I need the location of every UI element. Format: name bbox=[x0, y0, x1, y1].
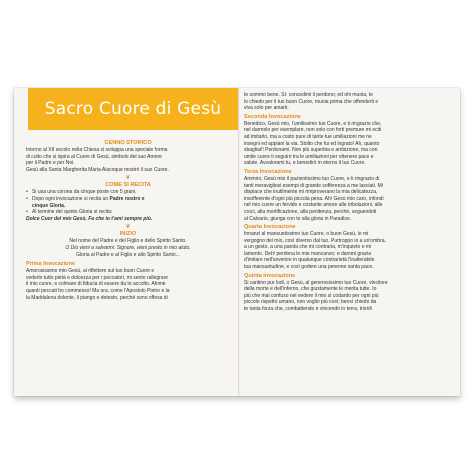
quarta-line: Innanzi al mansuetissimo tuo Cuore, o buon Gesù, io mi bbox=[244, 231, 369, 238]
prima-line: la Maddalena dolente, li piango e detesto, perché sono offesa di bbox=[26, 294, 168, 301]
seconda-line: salute. Avvalorami tu, e benedirò in eterno il tuo Cuore. bbox=[244, 160, 366, 167]
prima-line: quanti peccati ho commesso! Ma ora, come l'Apostolo Pietro e la bbox=[26, 287, 170, 294]
seconda-line: insegni ed appiani la via. Stolto che fui ed ingrato! Ah, quanto bbox=[244, 140, 380, 147]
seconda-line: sbagliai!! Perdonami. Non più superbia e ambizione, ma con bbox=[244, 147, 378, 154]
quarta-line: vergogno del mio, così diverso dal tuo. Purtroppo io a un'ombra, bbox=[244, 237, 386, 244]
quarta-line: lamento. Deh! perdona le mie mancanze; e dammi grazia bbox=[244, 250, 372, 257]
right-panel bbox=[242, 88, 456, 396]
come-heading: COME SI RECITA bbox=[105, 182, 151, 189]
terza-line: insofferente d'ogni più piccola pena. Ah! Gesù mio caro, infondi bbox=[244, 195, 384, 202]
seconda-line: nel darmelo per esemplare, non solo con forti premure mi eciti bbox=[244, 127, 382, 134]
bullet-bold: Padre nostro e bbox=[109, 195, 145, 202]
left-panel bbox=[14, 88, 238, 396]
inizio-line: Gloria al Padre e al Figlio e allo Spirito Santo... bbox=[76, 251, 180, 258]
prima-line: vederlo tutto pietà e dolcezza per i peccatori, mi sento rallegrare bbox=[26, 274, 169, 281]
bullet-text: Al termine del quinto Gloria si recita: bbox=[32, 209, 113, 216]
quinta-line: piccolo rispetto umano, non voglio più così; bensì chiedo da bbox=[244, 299, 377, 306]
cenno-line: Intorno al XII secolo nella Chiesa si sviluppa una speciale forma bbox=[26, 147, 168, 153]
ornament-separator: ❦ bbox=[125, 224, 131, 231]
card-fold bbox=[238, 88, 240, 396]
cenno-line: di culto che si ispira al Cuore di Gesù, simbolo del suo Amore bbox=[26, 153, 162, 160]
inizio-line: O Dio vieni a salvarmi. Signore, vieni presto in mio aiuto. bbox=[65, 244, 191, 251]
prayer-card bbox=[14, 88, 460, 396]
quinta-line: te tanta forza che, combattendo e vincendo in terra, trionfi bbox=[244, 306, 372, 313]
quarta-line: tua mansuetudine, e così godere una perenne santa pace. bbox=[244, 264, 374, 271]
terza-line: dispiace che inutilmente mi rimproverano la mia delicatezza, bbox=[244, 189, 378, 196]
ornament-separator: ❦ bbox=[125, 175, 131, 182]
bullet-icon: • bbox=[26, 195, 28, 202]
closing-prayer: Dolce Cuor del mio Gesù, Fa che io t'ami sempre più. bbox=[26, 215, 153, 222]
prima-line: Amorosissimo mio Gesù, al riflettere sul tuo buon Cuore e bbox=[26, 268, 155, 275]
prima-continued-line: lo chiedo per il tuo buon Cuore, muoia prima che offenderti e bbox=[244, 98, 379, 105]
bullet-icon: • bbox=[26, 209, 28, 216]
prima-continued-line: te sommo bene. Sì: concedimi il perdono; ed ohi muoia, te bbox=[244, 92, 373, 98]
seconda-line: umile cuore ti seguirò tra le umiliazioni per ottenere pace e bbox=[244, 153, 374, 160]
terza-line: nel mio cuore un fervido e costante amore alle tribolazioni, alle bbox=[244, 202, 383, 209]
quarta-heading: Quarta Invocazione bbox=[244, 224, 296, 231]
terza-line: tanti meravigliosi esempi di grande sofferenza a me lasciati. Mi bbox=[244, 182, 383, 189]
bullet-item bbox=[26, 209, 230, 216]
left-content bbox=[26, 140, 230, 301]
terza-line: al Calvario, giunga con te alla gloria in Paradiso. bbox=[244, 215, 352, 222]
bullet-item bbox=[26, 203, 230, 210]
prima-heading: Prima Invocazione bbox=[26, 261, 76, 268]
quarta-line: a un gesto, a una parola che mi contraria, m'inquieto e mi bbox=[244, 244, 372, 251]
bullet-icon: • bbox=[26, 189, 28, 196]
quinta-line: Si cantino pur lodi, o Gesù, al generosissimo tuo Cuore, vincitore bbox=[244, 279, 388, 286]
cenno-line: per il Padre e per Noi. bbox=[26, 160, 75, 167]
bullet-item bbox=[26, 196, 230, 203]
bullet-item bbox=[26, 189, 230, 196]
bullet-text: Si usa una corona da cinque poste con 5 grani. bbox=[32, 189, 137, 196]
quinta-heading: Quinta Invocazione bbox=[244, 272, 296, 279]
seconda-heading: Seconda Invocazione bbox=[244, 113, 301, 120]
prima-line: il mio cuore, e colmare di fiducia di essere da te accolto. Ahimè bbox=[26, 281, 166, 288]
title-banner bbox=[28, 88, 238, 130]
terza-heading: Terza Invocazione bbox=[244, 168, 292, 175]
inizio-line: Nel nome del Padre e del Figlio e dello Spirito Santo. bbox=[69, 238, 187, 245]
terza-line: croci, alla mortificazione, alla penitenza, perché, seguendoti bbox=[244, 208, 377, 215]
quinta-line: della morte e dell'inferno, che giustamente le merita tutte. Io bbox=[244, 286, 377, 293]
inizio-heading: INIZIO bbox=[119, 231, 137, 238]
bullet-text: Dopo ogni invocazione si recita un bbox=[32, 195, 110, 202]
card-title: Sacro Cuore di Gesù bbox=[44, 99, 222, 119]
bullet-bold: cinque Gloria. bbox=[32, 202, 66, 209]
seconda-line: Benedico, Gesù mio, l'umilissimo tuo Cuore, e ti ringrazio che, bbox=[244, 120, 382, 127]
prima-continued-line: viva solo per amarti. bbox=[244, 105, 289, 112]
cenno-heading: CENNO STORICO bbox=[104, 140, 152, 146]
seconda-line: ad imitarlo, ma a costo pure di tante tue umiliazioni me ne bbox=[244, 133, 372, 140]
terza-line: Ammiro, Gesù mio il pazientissimo tuo Cuore, e ti ringrazio di bbox=[244, 175, 380, 182]
quinta-line: più che mai confuso nel vedere il mio sì codardo per ogni più bbox=[244, 292, 379, 299]
quarta-line: d'imitare nell'avvenire in qualunque contrarietà l'inalterabile bbox=[244, 257, 375, 264]
right-content bbox=[244, 92, 454, 313]
cenno-line: Gesù alla Santa Margherita Maria Alacoque mostrò il suo Cuore. bbox=[26, 166, 169, 173]
come-bullets bbox=[26, 189, 230, 215]
